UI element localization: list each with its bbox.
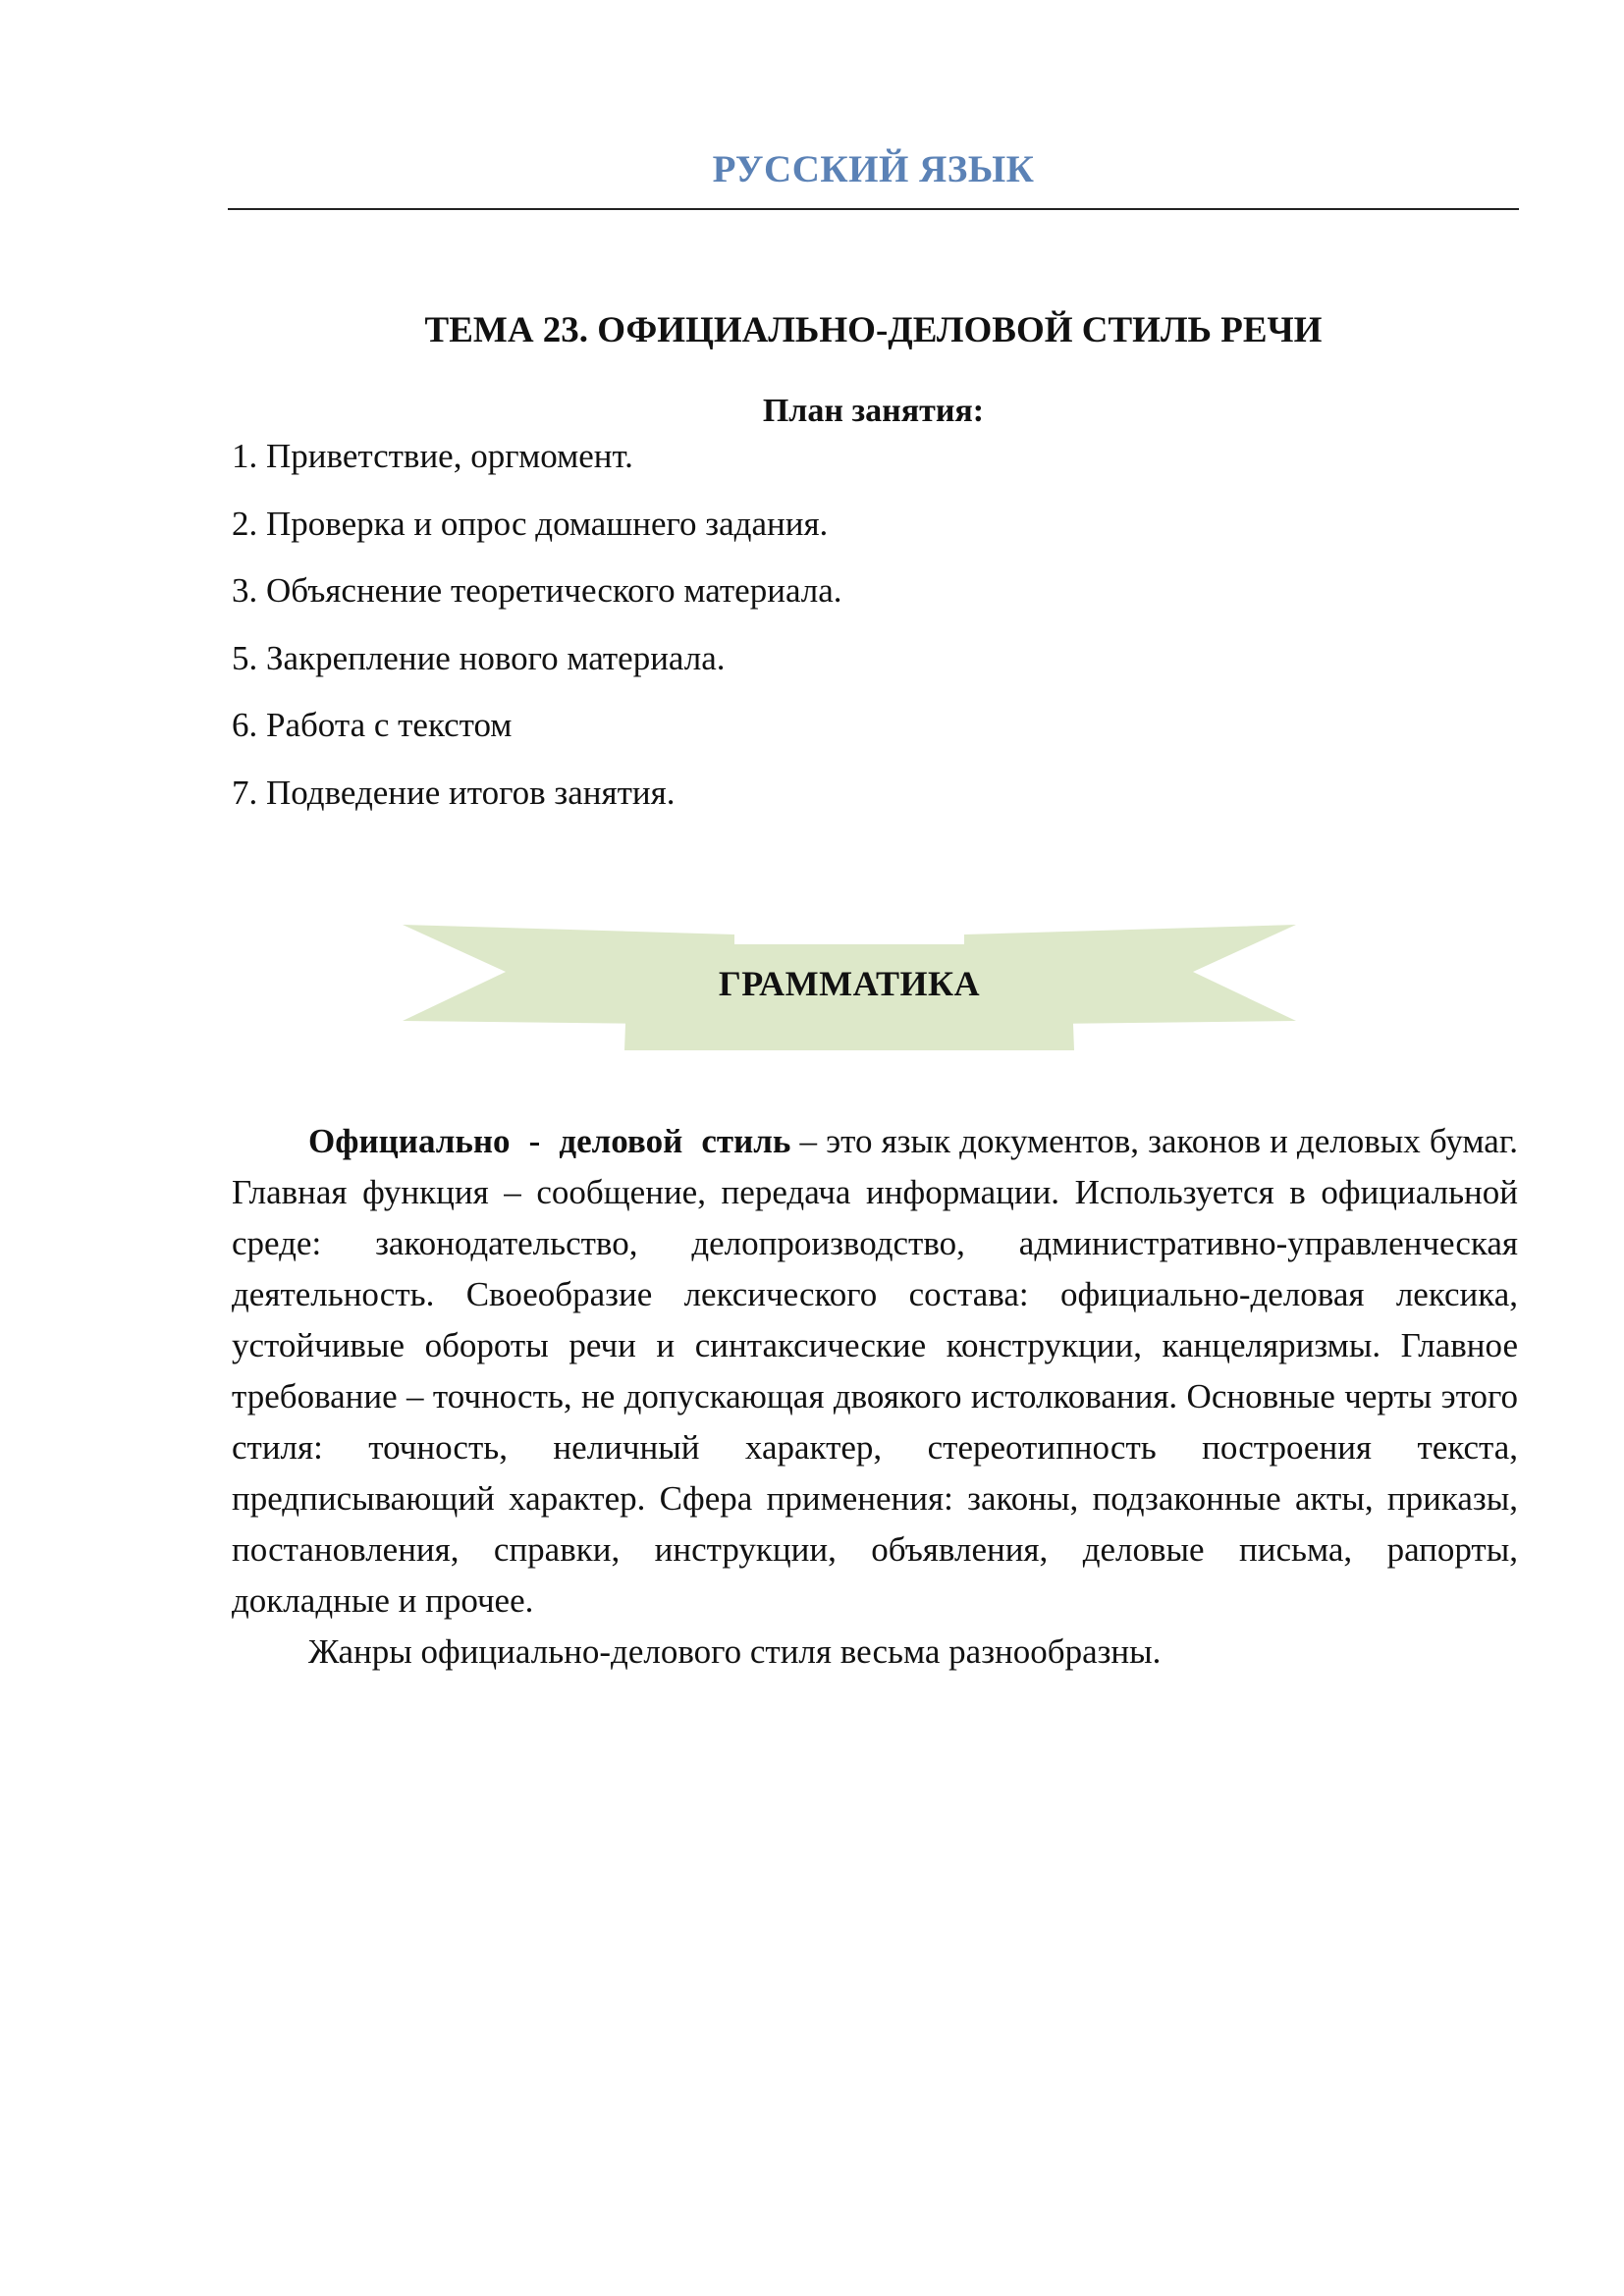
plan-item: 5. Закрепление нового материала.: [232, 638, 726, 677]
defined-term: Официально - деловой стиль: [308, 1122, 791, 1160]
plan-item: 6. Работа с текстом: [232, 706, 513, 744]
plan-item: 3. Объяснение теоретического материала.: [232, 571, 842, 610]
definition-paragraph: [232, 1116, 1518, 1627]
plan-heading: План занятия:: [762, 393, 985, 429]
plan-list: [232, 432, 842, 835]
plan-item: 7. Подведение итогов занятия.: [232, 773, 676, 812]
theory-text: [232, 1116, 1518, 1678]
subject-header: РУССКИЙ ЯЗЫК: [712, 148, 1035, 190]
header-divider: [228, 208, 1519, 210]
definition-text: – это язык документов, законов и деловых бумаг. Главная функция – сообщение, передача информации. Используется в официальной среде: законодательство, делопроизводство, административно-управленческая деятельность. Своеобразие лексического состава: официально-деловая лексика, устойчивые обороты речи и синтаксические конструкции, канцеляризмы. Главное требование – точность, не допускающая двоякого истолкования. Основные черты этого стиля: точность, неличный характер, стереотипность построения текста, предписывающий характер. Сфера применения: законы, подзаконные акты, приказы, постановления, справки, инструкции, объявления, деловые письма, рапорты, докладные и прочее.: [232, 1122, 1518, 1620]
section-banner-label: ГРАММАТИКА: [718, 964, 981, 1003]
topic-title: ТЕМА 23. ОФИЦИАЛЬНО-ДЕЛОВОЙ СТИЛЬ РЕЧИ: [424, 310, 1323, 350]
plan-item: 1. Приветствие, оргмомент.: [232, 437, 633, 475]
plan-item: 2. Проверка и опрос домашнего задания.: [232, 504, 829, 543]
genres-paragraph: Жанры официально-делового стиля весьма разнообразны.: [308, 1632, 1162, 1671]
